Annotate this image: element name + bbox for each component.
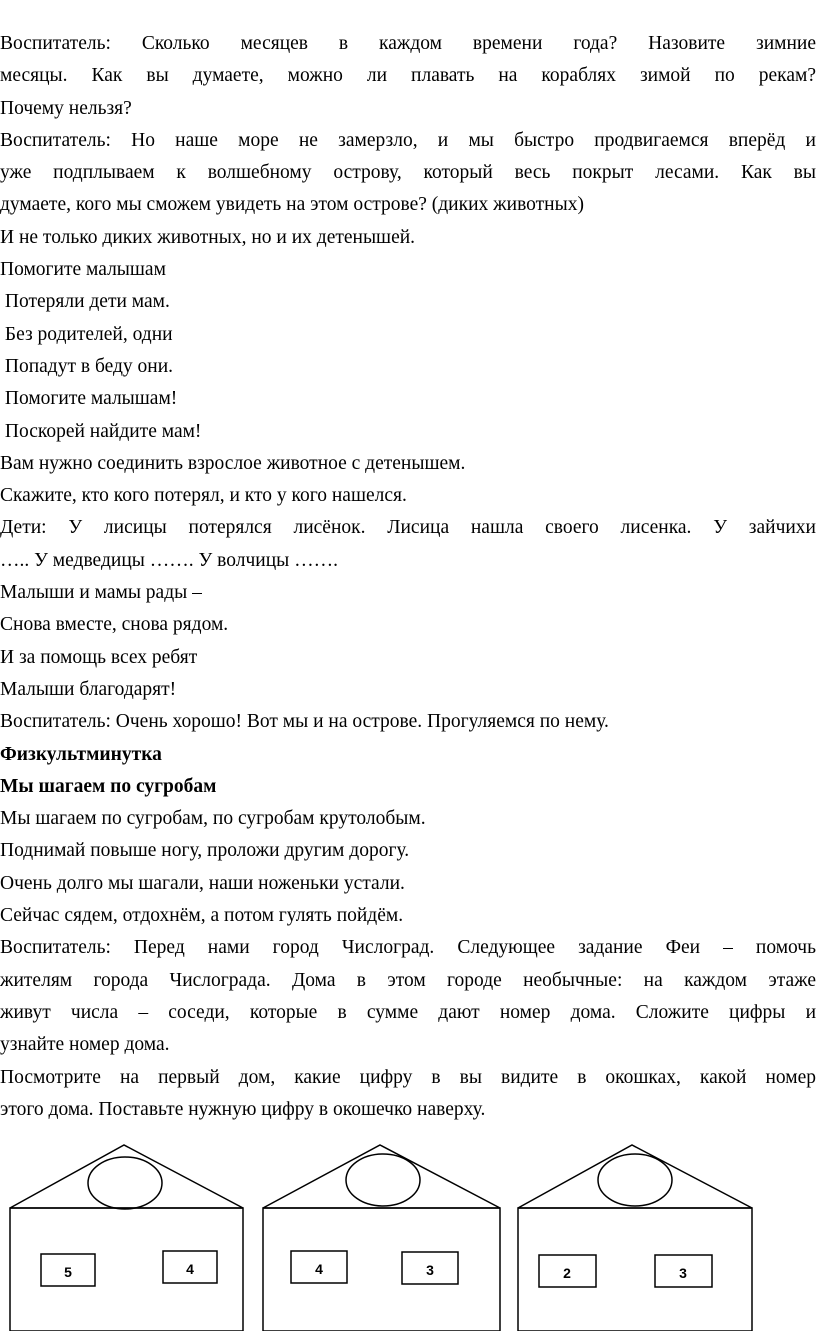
text-line: узнайте номер дома.	[0, 1034, 170, 1056]
text-line: Скажите, кто кого потерял, и кто у кого нашелся.	[0, 485, 407, 507]
house-1-number-window	[88, 1157, 162, 1209]
house-1-right-number: 4	[186, 1261, 194, 1277]
text-line: Почему нельзя?	[0, 97, 132, 119]
text-line: месяцы. Как вы думаете, можно ли плавать на кораблях зимой по рекам?	[0, 65, 816, 87]
house-3-left-number: 2	[563, 1265, 571, 1281]
houses-illustration	[0, 1140, 816, 1331]
text-line: Без родителей, одни	[0, 323, 173, 345]
text-line: Снова вместе, снова рядом.	[0, 614, 229, 636]
text-line: думаете, кого мы сможем увидеть на этом острове? (диких животных)	[0, 194, 584, 216]
text-line: Помогите малышам!	[0, 388, 178, 410]
text-line: живут числа – соседи, которые в сумме дают номер дома. Сложите цифры и	[0, 1001, 816, 1023]
house-1-left-number: 5	[64, 1264, 72, 1280]
text-line: Мы шагаем по сугробам, по сугробам крутолобым.	[0, 808, 426, 830]
text-line: Попадут в беду они.	[0, 355, 174, 377]
text-line: Воспитатель: Но наше море не замерзло, и мы быстро продвигаемся вперёд и	[0, 129, 816, 151]
text-line: Малыши и мамы рады –	[0, 582, 202, 604]
text-line: И за помощь всех ребят	[0, 646, 198, 668]
text-line: И не только диких животных, но и их детенышей.	[0, 226, 416, 248]
house-3-right-number: 3	[679, 1265, 687, 1281]
text-line: Сейчас сядем, отдохнём, а потом гулять пойдём.	[0, 905, 404, 927]
house-2	[263, 1145, 500, 1331]
houses-svg	[0, 1140, 816, 1331]
heading-line: Мы шагаем по сугробам	[0, 775, 217, 797]
text-line: Потеряли дети мам.	[0, 291, 170, 313]
document-body	[0, 28, 816, 1126]
text-line: Малыши благодарят!	[0, 678, 177, 700]
text-line: этого дома. Поставьте нужную цифру в окошечко наверху.	[0, 1098, 486, 1120]
text-line: Помогите малышам	[0, 259, 166, 281]
house-2-left-number: 4	[315, 1261, 323, 1277]
text-line: Вам нужно соединить взрослое животное с детенышем.	[0, 452, 466, 474]
text-line: Дети: У лисицы потерялся лисёнок. Лисица нашла своего лисенка. У зайчихи	[0, 517, 816, 539]
text-line: Посмотрите на первый дом, какие цифру в вы видите в окошках, какой номер	[0, 1066, 816, 1088]
house-3-body	[518, 1208, 752, 1331]
heading-line: Физкультминутка	[0, 743, 162, 765]
text-line: жителям города Числограда. Дома в этом городе необычные: на каждом этаже	[0, 969, 816, 991]
house-1	[10, 1145, 243, 1331]
house-3-number-window	[598, 1154, 672, 1206]
text-line: Поскорей найдите мам!	[0, 420, 202, 442]
text-line: Воспитатель: Сколько месяцев в каждом времени года? Назовите зимние	[0, 33, 816, 54]
text-line: Поднимай повыше ногу, проложи другим дорогу.	[0, 840, 410, 862]
house-2-right-number: 3	[426, 1262, 434, 1278]
text-line: ….. У медведицы ……. У волчицы …….	[0, 549, 338, 571]
house-1-body	[10, 1208, 243, 1331]
text-line: Очень долго мы шагали, наши ноженьки устали.	[0, 872, 405, 894]
text-line: Воспитатель: Очень хорошо! Вот мы и на острове. Прогуляемся по нему.	[0, 711, 609, 733]
text-line: уже подплываем к волшебному острову, который весь покрыт лесами. Как вы	[0, 162, 816, 184]
house-3	[518, 1145, 752, 1331]
text-line: Воспитатель: Перед нами город Числоград. Следующее задание Феи – помочь	[0, 937, 816, 959]
house-2-body	[263, 1208, 500, 1331]
house-1-roof	[10, 1145, 243, 1208]
house-2-number-window	[346, 1154, 420, 1206]
